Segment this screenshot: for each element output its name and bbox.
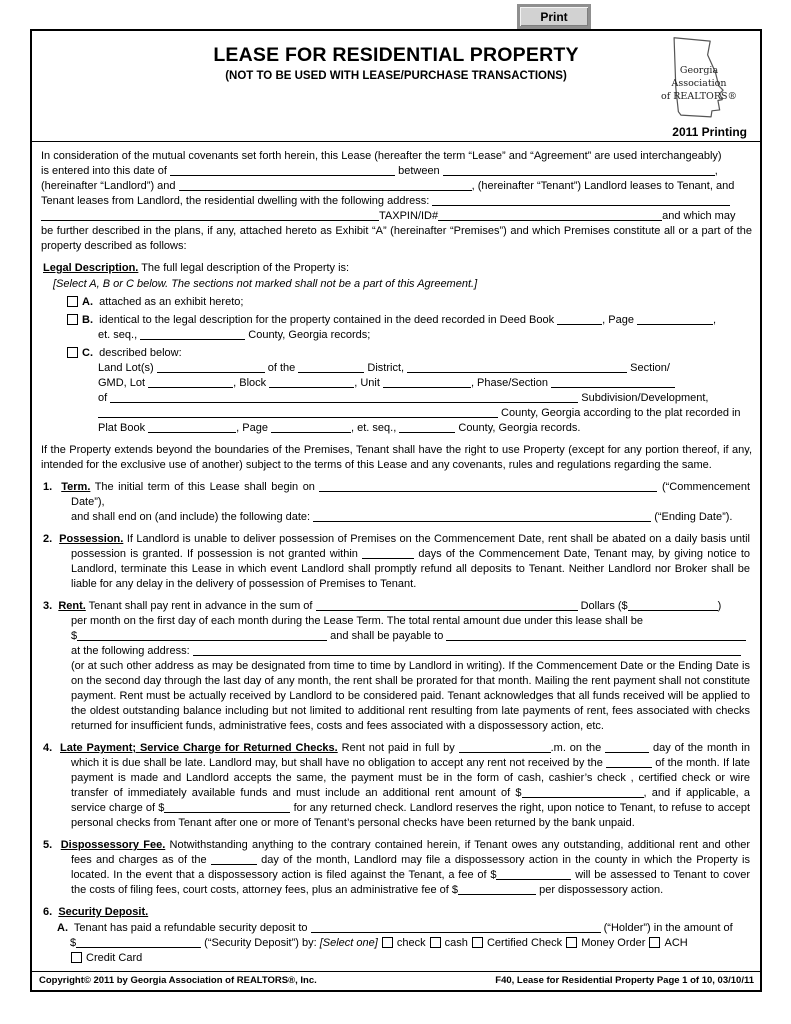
- property-use-paragraph: [41, 443, 752, 473]
- text-run: (hereinafter “Landlord”) and: [41, 180, 179, 192]
- text-run: check: [396, 937, 429, 949]
- blank-line[interactable]: [76, 936, 201, 948]
- text-run: Tenant shall pay rent in advance in the sum of: [85, 600, 316, 612]
- blank-line[interactable]: [362, 547, 414, 559]
- text-run: Legal Description.: [43, 262, 139, 274]
- gar-logo: [635, 36, 747, 139]
- footer-doc-id: F40, Lease for Residential Property Page 1 of 10, 03/10/11: [495, 975, 754, 986]
- logo-line-1: Georgia: [679, 65, 719, 76]
- text-run: Rent not paid in full by: [337, 742, 459, 754]
- text-run: of the month. If late payment is made and Landlord accepts the same, the payment must be in the form of cash, cashier’s check , certified check or wire transfer of immediately available funds and must include an additional rent amount of $: [71, 757, 750, 799]
- text-run: B.: [82, 314, 93, 326]
- text-run: C.: [82, 347, 93, 359]
- checkbox[interactable]: [67, 347, 78, 358]
- text-run: 2.: [43, 533, 53, 545]
- printing-year: 2011 Printing: [672, 125, 747, 139]
- blank-line[interactable]: [316, 599, 578, 611]
- text-run: attached as an exhibit hereto;: [93, 296, 244, 308]
- text-run: for any returned check. Landlord reserves the right, upon notice to Tenant, to refuse to accept personal checks from Tenant after one or more of Tenant’s personal checks have been returned by the bank unpaid.: [71, 802, 750, 829]
- text-run: [Select one]: [319, 937, 378, 949]
- text-run: [52, 839, 61, 851]
- text-run: at the following address:: [71, 645, 193, 657]
- text-run: between: [395, 165, 443, 177]
- text-run: , and if applicable, a service charge of $: [71, 787, 750, 814]
- text-run: Dispossessory Fee.: [60, 839, 166, 851]
- blank-line[interactable]: [557, 313, 602, 325]
- text-run: Section/: [627, 362, 670, 374]
- text-run: and shall end on (and include) the following date:: [71, 511, 314, 523]
- blank-line[interactable]: [551, 376, 675, 388]
- text-run: day of the month in which it is due shall be late. Landlord may, but shall have no obligation to accept any rent not received by the: [71, 742, 750, 769]
- legal-description-heading: [43, 261, 750, 276]
- text-run: be further described in the plans, if any, attached hereto as Exhibit “A” (hereinafter “Premises”) and which Premises constitute all or a part of the property described as follows:: [41, 225, 752, 252]
- text-run: of the: [264, 362, 299, 374]
- blank-line[interactable]: [148, 376, 233, 388]
- blank-line[interactable]: [313, 510, 651, 522]
- logo-line-3: of REALTORS®: [660, 91, 738, 102]
- text-run: Term.: [61, 481, 91, 493]
- blank-line[interactable]: [407, 361, 627, 373]
- text-run: Security Deposit.: [58, 906, 149, 918]
- blank-line[interactable]: [269, 376, 354, 388]
- text-run: [378, 937, 381, 949]
- text-run: ,: [714, 165, 718, 177]
- blank-line[interactable]: [438, 209, 662, 221]
- form-body: [32, 143, 760, 970]
- section-4-late-payment: [43, 741, 750, 831]
- text-run: is entered into this date of: [41, 165, 171, 177]
- checkbox[interactable]: [67, 314, 78, 325]
- text-run: If the Property extends beyond the boundaries of the Premises, Tenant shall have the right to use Property (except for any portion thereof, if any, intended for the exclusive use of another) subject to the terms of this Lease and any covenants, rules and regulations regarding the same.: [41, 444, 752, 471]
- text-run: ): [717, 600, 722, 612]
- text-run: described below:: [93, 347, 182, 359]
- text-run: Tenant has paid a refundable security deposit to: [68, 922, 311, 934]
- page-header: [32, 31, 760, 141]
- text-run: County, Georgia records.: [455, 422, 581, 434]
- text-run: , et. seq.,: [351, 422, 400, 434]
- section-2-possession: [43, 532, 750, 592]
- text-run: 4.: [43, 742, 53, 754]
- checkbox[interactable]: [382, 937, 393, 948]
- text-run: 3.: [43, 600, 53, 612]
- text-run: ACH: [664, 937, 688, 949]
- text-run: Rent.: [58, 600, 86, 612]
- logo-text: [657, 64, 741, 103]
- text-run: of: [98, 392, 111, 404]
- text-run: and which may: [662, 210, 736, 222]
- text-run: et. seq.,: [98, 329, 141, 341]
- print-button[interactable]: Print: [517, 4, 591, 29]
- text-run: identical to the legal description for the property contained in the deed recorded in Deed Book: [93, 314, 558, 326]
- text-run: Credit Card: [86, 952, 143, 964]
- blank-line[interactable]: [298, 361, 364, 373]
- blank-line[interactable]: [522, 786, 644, 798]
- text-run: days of the Commencement Date, Tenant may, by giving notice to Landlord, terminate this Lease in which event Landlord shall promptly refund all deposits to Tenant. Neither Landlord nor Broker shall be liable for any delay in the delivery of possession of Premises to Tenant.: [71, 548, 750, 590]
- blank-line[interactable]: [110, 391, 578, 403]
- text-run: (“Ending Date”).: [651, 511, 733, 523]
- text-run: , (hereinafter “Tenant”) Landlord leases to Tenant, and: [471, 180, 735, 192]
- text-run: Plat Book: [98, 422, 149, 434]
- security-deposit-item-a: [43, 921, 750, 966]
- text-run: 6.: [43, 906, 53, 918]
- form-subtitle: (NOT TO BE USED WITH LEASE/PURCHASE TRANSACTIONS): [225, 70, 567, 82]
- lease-form-page: [30, 29, 762, 992]
- text-run: [Select A, B or C below. The sections not marked shall not be a part of this Agreement.]: [53, 278, 478, 290]
- text-run: , Block: [233, 377, 270, 389]
- text-run: The initial term of this Lease shall begin on: [90, 481, 320, 493]
- blank-line[interactable]: [399, 421, 455, 433]
- text-run: Money Order: [581, 937, 649, 949]
- text-run: County, Georgia records;: [245, 329, 371, 341]
- blank-line[interactable]: [140, 328, 245, 340]
- legal-option-a: [41, 295, 752, 310]
- text-run: per dispossessory action.: [536, 884, 664, 896]
- header-divider: [32, 141, 760, 142]
- blank-line[interactable]: [98, 406, 498, 418]
- blank-line[interactable]: [319, 480, 657, 492]
- text-run: Late Payment; Service Charge for Returned Checks.: [60, 742, 338, 754]
- legal-option-c: [41, 346, 752, 436]
- text-run: , Unit: [354, 377, 383, 389]
- blank-line[interactable]: [157, 361, 265, 373]
- text-run: .m. on the: [550, 742, 606, 754]
- blank-line[interactable]: [496, 868, 571, 880]
- blank-line[interactable]: [211, 853, 257, 865]
- checkbox[interactable]: [71, 952, 82, 963]
- checkbox[interactable]: [649, 937, 660, 948]
- blank-line[interactable]: [628, 599, 718, 611]
- text-run: (or at such other address as may be designated from time to time by Landlord in writing). If the Commencement Date or the Ending Date is on the second day through the last day of any month, the rent shall be prorated for that month. Mailing the rent payment shall not constitute payment. Rent must be actually received by Landlord to be considered paid. Tenant acknowledges that all funds received will be applied to the oldest outstanding balance including but not limited to additional rent resulting from late payments of rent, fees associated with checks returned for insufficient funds, administrative fees, costs and fees associated with a dispossessory action, etc.: [71, 660, 750, 732]
- text-run: Possession.: [59, 533, 124, 545]
- blank-line[interactable]: [446, 629, 746, 641]
- legal-option-b: [41, 313, 752, 343]
- text-run: Tenant leases from Landlord, the residential dwelling with the following address:: [41, 195, 433, 207]
- text-run: GMD, Lot: [98, 377, 149, 389]
- section-5-dispossessory-fee: [43, 838, 750, 898]
- blank-line[interactable]: [77, 629, 327, 641]
- text-run: ,: [713, 314, 717, 326]
- text-run: District,: [364, 362, 408, 374]
- blank-line[interactable]: [148, 421, 236, 433]
- blank-line[interactable]: [459, 741, 551, 753]
- text-run: , Phase/Section: [470, 377, 552, 389]
- intro-paragraph: [41, 149, 752, 254]
- text-run: Subdivision/Development,: [578, 392, 709, 404]
- logo-line-2: Association: [671, 78, 727, 89]
- blank-line[interactable]: [271, 421, 351, 433]
- blank-line[interactable]: [383, 376, 471, 388]
- text-run: Certified Check: [486, 937, 566, 949]
- text-run: A.: [82, 296, 93, 308]
- legal-select-note: [53, 277, 752, 292]
- text-run: Land Lot(s): [98, 362, 157, 374]
- text-run: In consideration of the mutual covenants set forth herein, this Lease (hereafter the term “Lease” and “Agreement” are used interchangeably): [41, 150, 722, 162]
- legal-description-section: [41, 261, 752, 436]
- section-3-rent: [43, 599, 750, 734]
- blank-line[interactable]: [311, 921, 601, 933]
- text-run: , Page: [602, 314, 637, 326]
- text-run: day of the month, Landlord may file a dispossessory action in the county in which the Property is located. In the event that a dispossessory action is filed against the Tenant, a fee of $: [71, 854, 750, 881]
- checkbox[interactable]: [67, 296, 78, 307]
- section-6-security-deposit: [41, 905, 752, 966]
- text-run: (“Holder”) in the amount of: [600, 922, 733, 934]
- text-run: County, Georgia according to the plat recorded in: [498, 407, 741, 419]
- text-run: TAXPIN/ID#: [379, 210, 439, 222]
- footer-copyright: Copyright© 2011 by Georgia Association of REALTORS®, Inc.: [39, 975, 317, 986]
- text-run: and shall be payable to: [327, 630, 447, 642]
- blank-line[interactable]: [637, 313, 713, 325]
- blank-line[interactable]: [458, 883, 536, 895]
- text-run: , Page: [236, 422, 271, 434]
- text-run: A.: [57, 922, 68, 934]
- text-run: Dollars ($: [577, 600, 628, 612]
- blank-line[interactable]: [606, 756, 652, 768]
- blank-line[interactable]: [41, 209, 379, 221]
- blank-line[interactable]: [605, 741, 649, 753]
- text-run: [52, 481, 61, 493]
- text-run: (“Commencement Date”),: [71, 481, 750, 508]
- text-run: 5.: [43, 839, 53, 851]
- blank-line[interactable]: [443, 164, 715, 176]
- text-run: The full legal description of the Property is:: [138, 262, 350, 274]
- blank-line[interactable]: [432, 194, 730, 206]
- checkbox[interactable]: [430, 937, 441, 948]
- section-1-term: [43, 480, 750, 525]
- text-run: cash: [444, 937, 471, 949]
- checkbox[interactable]: [472, 937, 483, 948]
- text-run: 1.: [43, 481, 53, 493]
- text-run: $: [70, 937, 77, 949]
- text-run: will be assessed to Tenant to cover the costs of filing fees, court costs, attorney fees, plus an administrative fee of $: [71, 869, 750, 896]
- page-footer: [32, 971, 760, 990]
- security-deposit-heading: [43, 905, 750, 920]
- text-run: $: [71, 630, 78, 642]
- text-run: If Landlord is unable to deliver possession of Premises on the Commencement Date, rent shall be abated on a daily basis until possession is granted. If possession is not granted within: [71, 533, 750, 560]
- blank-line[interactable]: [193, 644, 741, 656]
- blank-line[interactable]: [164, 801, 290, 813]
- blank-line[interactable]: [170, 164, 395, 176]
- text-run: per month on the first day of each month during the Lease Term. The total rental amount due under this lease shall be: [71, 615, 643, 627]
- text-run: (“Security Deposit”) by:: [201, 937, 320, 949]
- checkbox[interactable]: [566, 937, 577, 948]
- blank-line[interactable]: [179, 179, 472, 191]
- text-run: Notwithstanding anything to the contrary contained herein, if Tenant owes any outstanding, additional rent and other fees and charges as of the: [71, 839, 750, 866]
- form-title: LEASE FOR RESIDENTIAL PROPERTY: [213, 44, 579, 66]
- text-run: [52, 742, 60, 754]
